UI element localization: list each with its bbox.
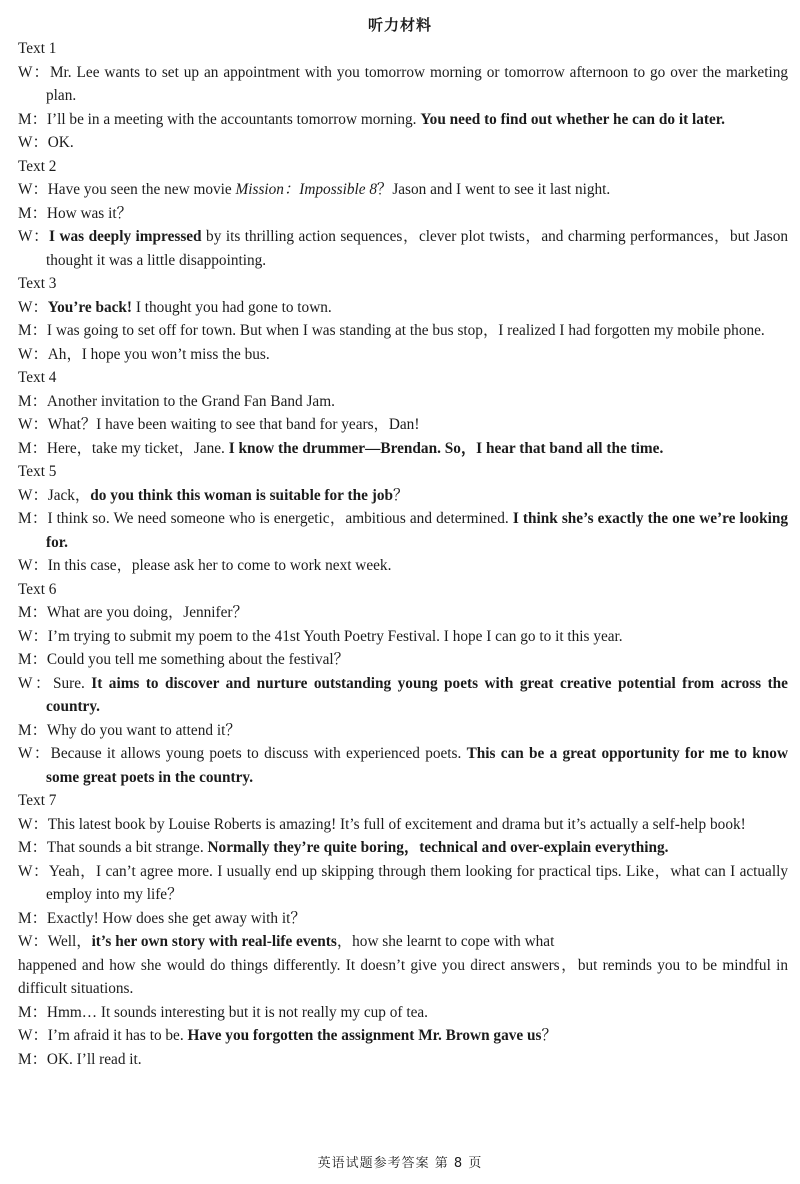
key-phrase: You’re back! [47,298,133,316]
section-heading: Text 7 [18,792,57,809]
dialogue-line [18,860,788,907]
section-heading: Text 1 [18,40,57,57]
dialogue-text: I’m trying to submit my poem to the 41st Youth Poetry Festival. I hope I can go to it this year. [47,627,623,645]
dialogue-text: by its thrilling action sequences，clever plot twists，and charming performances，but Jason thought it was a little disappointing. [46,228,789,269]
speaker-label: W： [18,627,48,645]
dialogue-text: In this case，please ask her to come to work next week. [47,557,392,574]
dialogue-line [18,601,788,625]
speaker-label: M： [18,651,47,668]
dialogue-text: I was going to set off for town. But when I was standing at the bus stop，I realized I had forgotten my mobile phone. [46,322,765,339]
dialogue-line [18,319,788,343]
dialogue-text: Mission：Impossible 8 [235,181,378,198]
speaker-label: W： [18,298,48,316]
section-heading: Text 4 [18,369,57,386]
dialogue-line [18,437,788,461]
dialogue-text: Why do you want to attend it？ [46,721,241,739]
dialogue-line [18,672,788,719]
speaker-label: M： [18,721,47,739]
dialogue-text: OK. [47,134,74,151]
speaker-label: W： [18,862,49,880]
dialogue-text: ？Jason and I went to see it last night. [377,181,611,198]
speaker-label: W： [18,63,50,81]
dialogue-line [18,390,788,414]
dialogue-text: Exactly! How does she get away with it？ [46,909,306,927]
dialogue-text: Could you tell me something about the festival？ [46,651,349,668]
page-title: 听力材料 [367,16,432,34]
speaker-label: W： [18,557,48,574]
speaker-label: W： [18,815,48,833]
speaker-label: W： [18,345,48,363]
dialogue-line [18,507,788,554]
dialogue-line [18,1024,788,1048]
dialogue-text: What？I have been waiting to see that band for years，Dan! [47,416,420,433]
speaker-label: W： [18,181,48,198]
dialogue-line [18,202,788,226]
speaker-label: M： [18,322,47,339]
dialogue-text: Mr. Lee wants to set up an appointment with you tomorrow morning or tomorrow afternoon to go over the marketing plan. [46,63,788,104]
dialogue-line [18,484,788,508]
key-phrase: I know the drummer—Brendan. So，I hear that band all the time. [228,439,664,457]
key-phrase: I think she’s exactly the one we’re looking for. [46,510,788,551]
dialogue-line [18,131,788,155]
dialogue-line [18,61,788,108]
dialogue-line [18,343,788,367]
dialogue-text: That sounds a bit strange. [46,839,208,856]
dialogue-text: What are you doing，Jennifer？ [46,604,248,621]
dialogue-line [18,954,788,1001]
dialogue-line [18,625,788,649]
dialogue-line [18,1001,788,1025]
dialogue-line [18,178,788,202]
section-heading: Text 2 [18,157,57,175]
speaker-label: W： [18,674,53,692]
key-phrase: This can be a great opportunity for me to know some great poets in the country. [46,745,788,786]
dialogue-text: Here，take my ticket，Jane. [46,439,229,457]
key-phrase: You need to find out whether he can do it later. [420,110,726,128]
speaker-label: W： [18,486,48,504]
transcript-body [18,37,788,1071]
speaker-label: W： [18,416,48,433]
dialogue-line [18,413,788,437]
dialogue-line [18,836,788,860]
speaker-label: M： [18,839,47,856]
speaker-label: M： [18,909,47,927]
dialogue-text: I thought you had gone to town. [132,298,332,316]
dialogue-text: I’m afraid it has to be. [47,1027,188,1044]
speaker-label: W： [18,228,50,245]
dialogue-text: Ah，I hope you won’t miss the bus. [47,345,270,363]
dialogue-text: happened and how she would do things differently. It doesn’t give you direct answers，but reminds you to be mindful in difficult situations. [18,956,788,997]
speaker-label: M： [18,204,47,222]
dialogue-line [18,1048,788,1072]
page-footer: 英语试题参考答案 第 8 页 [317,1156,483,1171]
dialogue-text: Hmm… It sounds interesting but it is not really my cup of tea. [46,1003,428,1021]
speaker-label: M： [18,510,48,527]
speaker-label: M： [18,110,47,128]
speaker-label: W： [18,933,48,950]
dialogue-line [18,907,788,931]
dialogue-text: Have you seen the new movie [47,181,236,198]
speaker-label: W： [18,134,48,151]
section-heading: Text 6 [18,580,57,598]
speaker-label: M： [18,439,47,457]
dialogue-text: ？ [392,486,409,504]
speaker-label: M： [18,1003,47,1021]
dialogue-text: I’ll be in a meeting with the accountants tomorrow morning. [46,110,421,128]
dialogue-text: Jack， [47,486,91,504]
dialogue-text: Yeah，I can’t agree more. I usually end up skipping through them looking for practical tips. Like，what can I actually employ into my life？ [46,862,788,903]
dialogue-line [18,296,788,320]
dialogue-text: Another invitation to the Grand Fan Band Jam. [46,392,335,410]
dialogue-text: OK. I’ll read it. [46,1050,142,1068]
dialogue-line [18,554,788,578]
speaker-label: W： [18,745,51,762]
speaker-label: M： [18,1050,47,1068]
key-phrase: Normally they’re quite boring，technical and over-explain everything. [207,839,669,856]
dialogue-line [18,719,788,743]
dialogue-line [18,225,788,272]
dialogue-line [18,108,788,132]
speaker-label: M： [18,392,47,410]
speaker-label: W： [18,1027,48,1044]
key-phrase: It aims to discover and nurture outstanding young poets with great creative potential from across the country. [46,674,788,715]
key-phrase: I was deeply impressed [49,228,202,245]
dialogue-line [18,813,788,837]
section-heading: Text 5 [18,463,57,480]
dialogue-text: ？ [541,1027,557,1044]
dialogue-line [18,930,788,954]
dialogue-line [18,648,788,672]
key-phrase: it’s her own story with real-life events [91,933,337,950]
dialogue-text: How was it？ [46,204,132,222]
key-phrase: do you think this woman is suitable for the job [90,486,393,504]
dialogue-text: Because it allows young poets to discuss with experienced poets. [50,745,467,762]
dialogue-text: ，how she learnt to cope with what [336,933,555,950]
dialogue-text: Sure. [52,674,92,692]
speaker-label: M： [18,604,47,621]
dialogue-text: This latest book by Louise Roberts is amazing! It’s full of excitement and drama but it’s actually a self-help book! [47,815,746,833]
key-phrase: Have you forgotten the assignment Mr. Brown gave us [187,1027,542,1044]
dialogue-line [18,742,788,789]
dialogue-text: Well， [47,933,92,950]
section-heading: Text 3 [18,275,57,292]
dialogue-text: I think so. We need someone who is energetic，ambitious and determined. [47,510,513,527]
